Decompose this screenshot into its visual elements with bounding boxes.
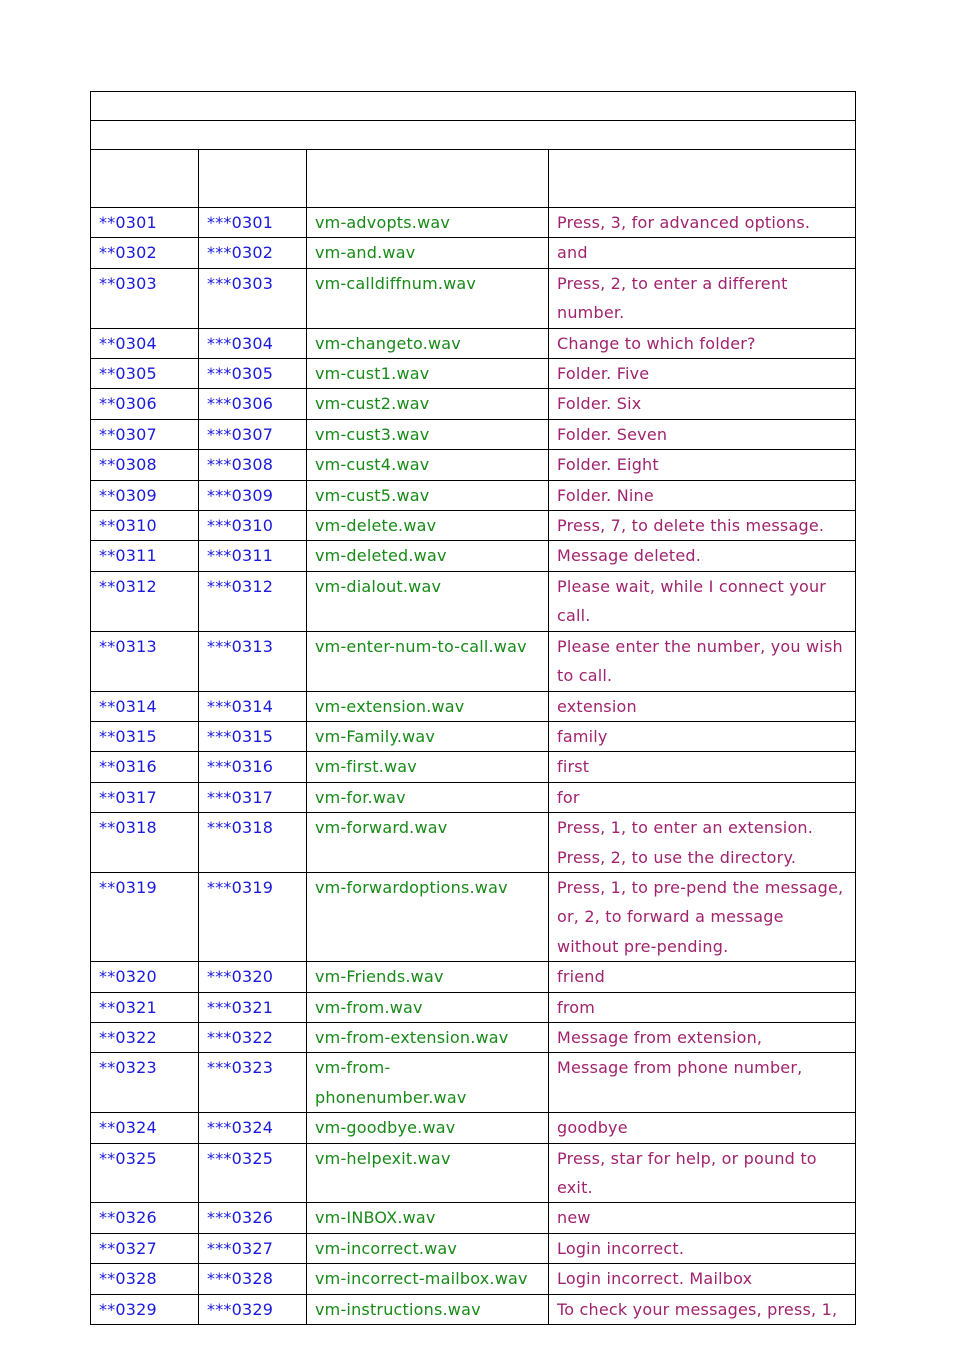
triple-star-code-cell: ***0324 — [199, 1113, 307, 1143]
triple-star-code-cell: ***0308 — [199, 450, 307, 480]
triple-star-code-cell: ***0313 — [199, 631, 307, 691]
triple-star-code-cell: ***0315 — [199, 721, 307, 751]
table-row — [91, 782, 856, 812]
filename-cell: vm-forwardoptions.wav — [307, 872, 549, 961]
table-row — [91, 328, 856, 358]
star-code-cell: **0325 — [91, 1143, 199, 1203]
table-row — [91, 571, 856, 631]
prompt-text-cell: Message from phone number, — [549, 1053, 856, 1113]
prompt-text-cell: Folder. Six — [549, 389, 856, 419]
prompt-text-cell: Please wait, while I connect your call. — [549, 571, 856, 631]
prompt-text-cell: extension — [549, 691, 856, 721]
star-code-cell: **0317 — [91, 782, 199, 812]
triple-star-code-cell: ***0306 — [199, 389, 307, 419]
prompt-text-cell: Please enter the number, you wish to call. — [549, 631, 856, 691]
filename-cell: vm-for.wav — [307, 782, 549, 812]
star-code-cell: **0303 — [91, 268, 199, 328]
star-code-cell: **0308 — [91, 450, 199, 480]
triple-star-code-cell: ***0317 — [199, 782, 307, 812]
prompt-text-cell: goodbye — [549, 1113, 856, 1143]
filename-cell: vm-cust5.wav — [307, 480, 549, 510]
table-row — [91, 419, 856, 449]
triple-star-code-cell: ***0302 — [199, 238, 307, 268]
triple-star-code-cell: ***0312 — [199, 571, 307, 631]
star-code-cell: **0318 — [91, 813, 199, 873]
star-code-cell: **0310 — [91, 511, 199, 541]
filename-cell: vm-and.wav — [307, 238, 549, 268]
prompt-text-cell: Folder. Five — [549, 359, 856, 389]
table-blank-row — [91, 92, 856, 121]
triple-star-code-cell: ***0329 — [199, 1294, 307, 1324]
table-row — [91, 1053, 856, 1113]
filename-cell: vm-cust2.wav — [307, 389, 549, 419]
star-code-cell: **0328 — [91, 1264, 199, 1294]
prompt-text-cell: Press, star for help, or pound to exit. — [549, 1143, 856, 1203]
filename-cell: vm-advopts.wav — [307, 208, 549, 238]
triple-star-code-cell: ***0316 — [199, 752, 307, 782]
prompt-text-cell: Login incorrect. — [549, 1233, 856, 1263]
filename-cell: vm-Family.wav — [307, 721, 549, 751]
filename-cell: vm-cust3.wav — [307, 419, 549, 449]
star-code-cell: **0306 — [91, 389, 199, 419]
header-cell — [307, 150, 549, 208]
triple-star-code-cell: ***0321 — [199, 992, 307, 1022]
triple-star-code-cell: ***0328 — [199, 1264, 307, 1294]
filename-cell: vm-first.wav — [307, 752, 549, 782]
filename-cell: vm-Friends.wav — [307, 962, 549, 992]
star-code-cell: **0312 — [91, 571, 199, 631]
prompt-text-cell: new — [549, 1203, 856, 1233]
triple-star-code-cell: ***0305 — [199, 359, 307, 389]
prompt-text-cell: Change to which folder? — [549, 328, 856, 358]
prompt-text-cell: from — [549, 992, 856, 1022]
header-cell — [91, 150, 199, 208]
filename-cell: vm-goodbye.wav — [307, 1113, 549, 1143]
filename-cell: vm-dialout.wav — [307, 571, 549, 631]
filename-cell: vm-from.wav — [307, 992, 549, 1022]
prompt-text-cell: family — [549, 721, 856, 751]
table-row — [91, 1022, 856, 1052]
filename-cell: vm-calldiffnum.wav — [307, 268, 549, 328]
table-row — [91, 691, 856, 721]
star-code-cell: **0324 — [91, 1113, 199, 1143]
header-cell — [549, 150, 856, 208]
prompt-text-cell: Login incorrect. Mailbox — [549, 1264, 856, 1294]
star-code-cell: **0309 — [91, 480, 199, 510]
filename-cell: vm-from-extension.wav — [307, 1022, 549, 1052]
prompt-text-cell: Press, 3, for advanced options. — [549, 208, 856, 238]
star-code-cell: **0307 — [91, 419, 199, 449]
prompt-text-cell: Press, 7, to delete this message. — [549, 511, 856, 541]
triple-star-code-cell: ***0310 — [199, 511, 307, 541]
prompt-text-cell: Folder. Seven — [549, 419, 856, 449]
table-row — [91, 1143, 856, 1203]
filename-cell: vm-delete.wav — [307, 511, 549, 541]
filename-cell: vm-forward.wav — [307, 813, 549, 873]
header-cell — [199, 150, 307, 208]
triple-star-code-cell: ***0303 — [199, 268, 307, 328]
star-code-cell: **0316 — [91, 752, 199, 782]
triple-star-code-cell: ***0304 — [199, 328, 307, 358]
table-row — [91, 872, 856, 961]
star-code-cell: **0320 — [91, 962, 199, 992]
star-code-cell: **0313 — [91, 631, 199, 691]
triple-star-code-cell: ***0301 — [199, 208, 307, 238]
star-code-cell: **0314 — [91, 691, 199, 721]
table-row — [91, 238, 856, 268]
filename-cell: vm-INBOX.wav — [307, 1203, 549, 1233]
table-row — [91, 813, 856, 873]
star-code-cell: **0302 — [91, 238, 199, 268]
triple-star-code-cell: ***0323 — [199, 1053, 307, 1113]
star-code-cell: **0322 — [91, 1022, 199, 1052]
blank-cell — [91, 121, 856, 150]
prompt-text-cell: Folder. Nine — [549, 480, 856, 510]
star-code-cell: **0315 — [91, 721, 199, 751]
prompt-text-cell: for — [549, 782, 856, 812]
filename-cell: vm-changeto.wav — [307, 328, 549, 358]
triple-star-code-cell: ***0318 — [199, 813, 307, 873]
filename-cell: vm-deleted.wav — [307, 541, 549, 571]
table-row — [91, 450, 856, 480]
table-row — [91, 511, 856, 541]
table-row — [91, 1264, 856, 1294]
star-code-cell: **0304 — [91, 328, 199, 358]
filename-cell: vm-from-phonenumber.wav — [307, 1053, 549, 1113]
triple-star-code-cell: ***0319 — [199, 872, 307, 961]
triple-star-code-cell: ***0311 — [199, 541, 307, 571]
table-row — [91, 1233, 856, 1263]
filename-cell: vm-enter-num-to-call.wav — [307, 631, 549, 691]
star-code-cell: **0323 — [91, 1053, 199, 1113]
star-code-cell: **0319 — [91, 872, 199, 961]
table-row — [91, 1203, 856, 1233]
table-row — [91, 752, 856, 782]
table-row — [91, 359, 856, 389]
table-header-row — [91, 150, 856, 208]
prompt-table — [90, 91, 856, 1325]
star-code-cell: **0321 — [91, 992, 199, 1022]
star-code-cell: **0311 — [91, 541, 199, 571]
table-row — [91, 721, 856, 751]
triple-star-code-cell: ***0307 — [199, 419, 307, 449]
prompt-text-cell: friend — [549, 962, 856, 992]
triple-star-code-cell: ***0320 — [199, 962, 307, 992]
star-code-cell: **0326 — [91, 1203, 199, 1233]
prompt-text-cell: Folder. Eight — [549, 450, 856, 480]
prompt-text-cell: Message from extension, — [549, 1022, 856, 1052]
table-row — [91, 962, 856, 992]
filename-cell: vm-cust4.wav — [307, 450, 549, 480]
star-code-cell: **0327 — [91, 1233, 199, 1263]
prompt-text-cell: Press, 1, to enter an extension. Press, 2, to use the directory. — [549, 813, 856, 873]
star-code-cell: **0305 — [91, 359, 199, 389]
triple-star-code-cell: ***0327 — [199, 1233, 307, 1263]
table-row — [91, 389, 856, 419]
star-code-cell: **0301 — [91, 208, 199, 238]
filename-cell: vm-instructions.wav — [307, 1294, 549, 1324]
table-blank-row — [91, 121, 856, 150]
triple-star-code-cell: ***0326 — [199, 1203, 307, 1233]
table-row — [91, 1294, 856, 1324]
table-row — [91, 541, 856, 571]
table-row — [91, 208, 856, 238]
prompt-text-cell: first — [549, 752, 856, 782]
filename-cell: vm-helpexit.wav — [307, 1143, 549, 1203]
triple-star-code-cell: ***0325 — [199, 1143, 307, 1203]
table-row — [91, 268, 856, 328]
prompt-text-cell: To check your messages, press, 1, — [549, 1294, 856, 1324]
blank-cell — [91, 92, 856, 121]
prompt-text-cell: Message deleted. — [549, 541, 856, 571]
table-row — [91, 992, 856, 1022]
triple-star-code-cell: ***0314 — [199, 691, 307, 721]
filename-cell: vm-incorrect.wav — [307, 1233, 549, 1263]
filename-cell: vm-incorrect-mailbox.wav — [307, 1264, 549, 1294]
table-row — [91, 480, 856, 510]
star-code-cell: **0329 — [91, 1294, 199, 1324]
prompt-text-cell: and — [549, 238, 856, 268]
triple-star-code-cell: ***0322 — [199, 1022, 307, 1052]
filename-cell: vm-cust1.wav — [307, 359, 549, 389]
table-row — [91, 1113, 856, 1143]
prompt-text-cell: Press, 1, to pre-pend the message, or, 2, to forward a message without pre-pending. — [549, 872, 856, 961]
filename-cell: vm-extension.wav — [307, 691, 549, 721]
table-row — [91, 631, 856, 691]
prompt-text-cell: Press, 2, to enter a different number. — [549, 268, 856, 328]
triple-star-code-cell: ***0309 — [199, 480, 307, 510]
